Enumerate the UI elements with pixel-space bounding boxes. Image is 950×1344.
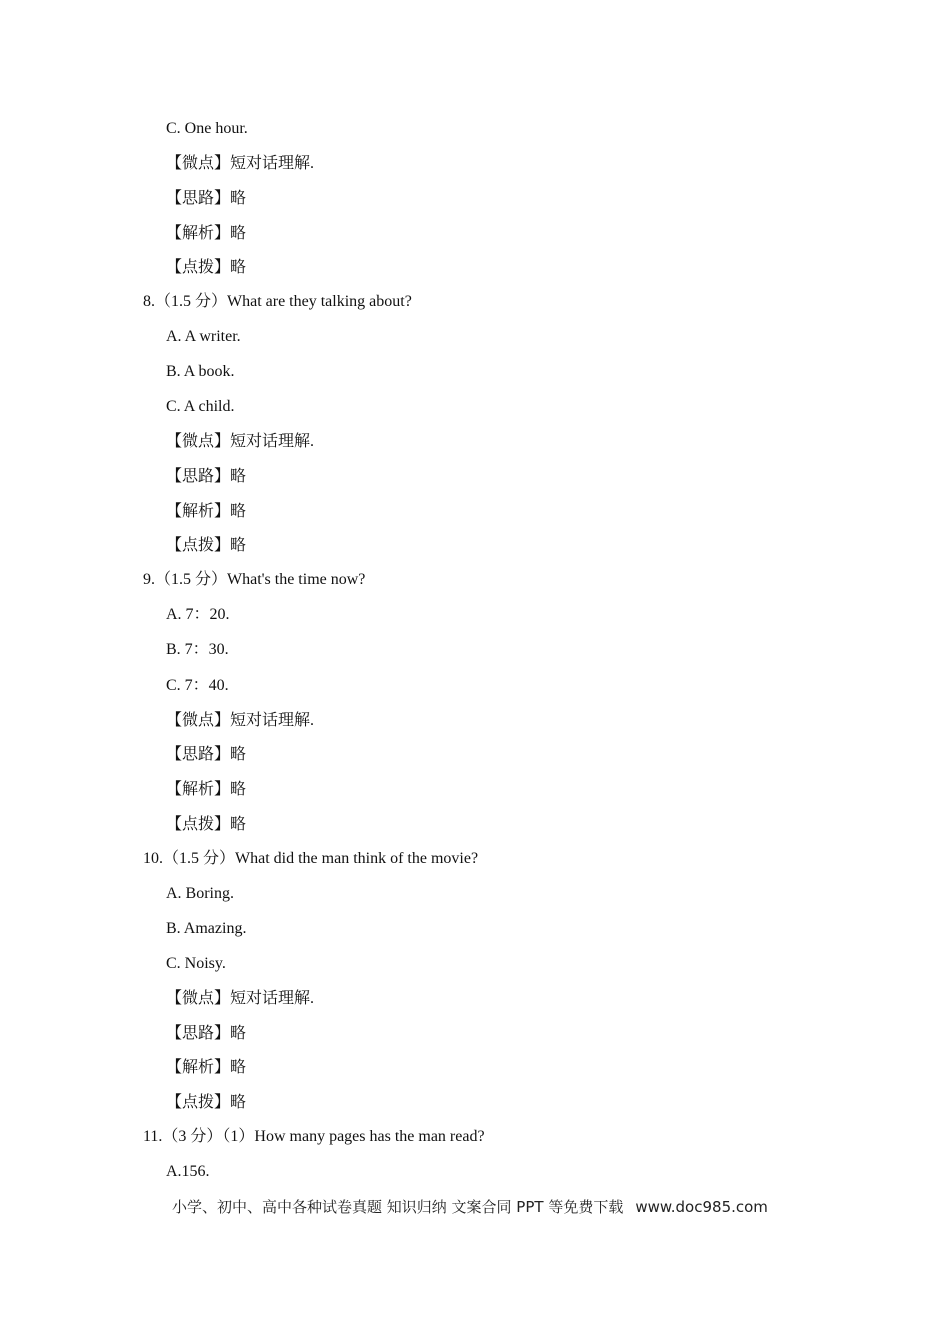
note-tip: 【点拨】略 — [166, 259, 247, 276]
option-7c: C. One hour. — [166, 120, 248, 137]
note-key-point: 【微点】短对话理解. — [166, 712, 315, 729]
question-10: 10.（1.5 分）What did the man think of the movie? — [143, 850, 479, 867]
option-10a: A. Boring. — [166, 885, 234, 902]
question-8: 8.（1.5 分）What are they talking about? — [143, 293, 412, 310]
note-approach: 【思路】略 — [166, 190, 247, 207]
option-11a: A.156. — [166, 1163, 210, 1180]
note-key-point: 【微点】短对话理解. — [166, 155, 315, 172]
option-9c: C. 7：40. — [166, 677, 229, 694]
option-8a: A. A writer. — [166, 328, 241, 345]
note-tip: 【点拨】略 — [166, 1094, 247, 1111]
note-approach: 【思路】略 — [166, 1025, 247, 1042]
footer-url[interactable]: www.doc985.com — [635, 1198, 768, 1216]
note-analysis: 【解析】略 — [166, 781, 247, 798]
note-analysis: 【解析】略 — [166, 1059, 247, 1076]
option-9a: A. 7：20. — [166, 606, 230, 623]
note-key-point: 【微点】短对话理解. — [166, 433, 315, 450]
note-tip: 【点拨】略 — [166, 816, 247, 833]
note-key-point: 【微点】短对话理解. — [166, 990, 315, 1007]
note-analysis: 【解析】略 — [166, 225, 247, 242]
question-11: 11.（3 分）（1）How many pages has the man read? — [143, 1128, 485, 1145]
option-8b: B. A book. — [166, 363, 235, 380]
note-approach: 【思路】略 — [166, 746, 247, 763]
note-analysis: 【解析】略 — [166, 503, 247, 520]
option-9b: B. 7：30. — [166, 641, 229, 658]
option-10b: B. Amazing. — [166, 920, 247, 937]
footer-text: 小学、初中、高中各种试卷真题 知识归纳 文案合同 PPT 等免费下载 — [172, 1198, 624, 1216]
question-9: 9.（1.5 分）What's the time now? — [143, 571, 366, 588]
page-footer — [172, 1197, 768, 1217]
note-tip: 【点拨】略 — [166, 537, 247, 554]
option-8c: C. A child. — [166, 398, 235, 415]
option-10c: C. Noisy. — [166, 955, 226, 972]
note-approach: 【思路】略 — [166, 468, 247, 485]
